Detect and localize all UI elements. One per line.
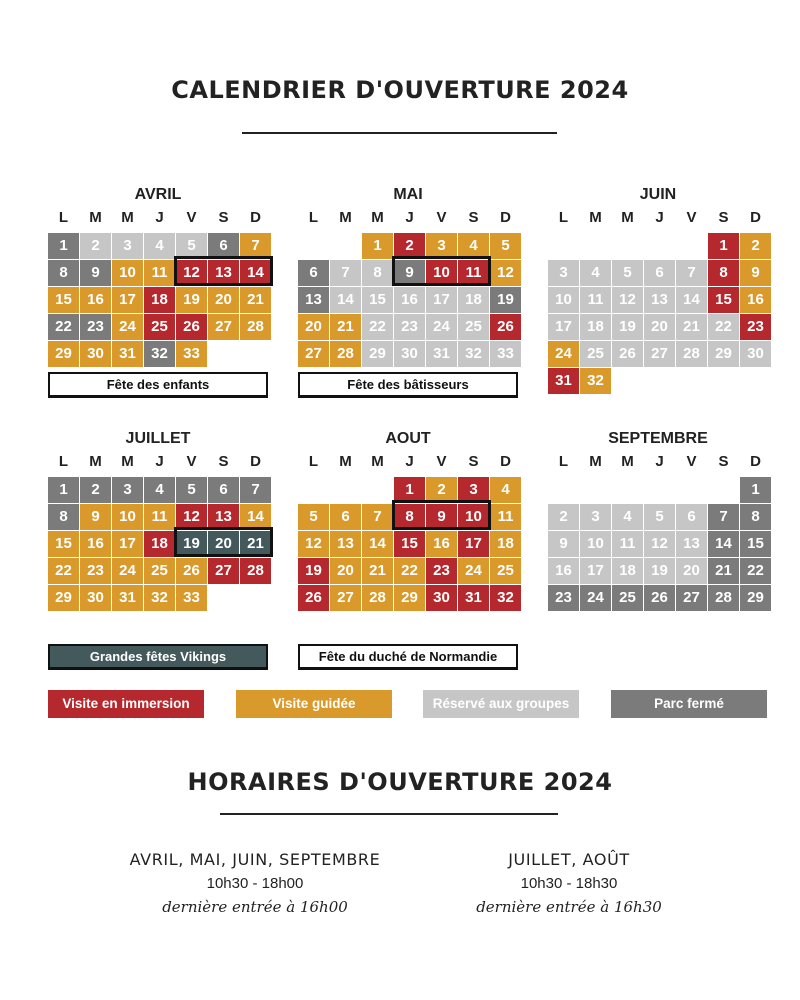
day-cell: 24 [458, 558, 489, 584]
day-cell: 32 [580, 368, 611, 394]
day-cell: 8 [362, 260, 393, 286]
weekday-label: J [405, 209, 414, 226]
day-cell: 25 [612, 585, 643, 611]
day-cell: 31 [112, 585, 143, 611]
day-cell: 25 [144, 558, 175, 584]
day-cell: 2 [80, 477, 111, 503]
day-cell: 9 [426, 504, 457, 530]
weekday-label: J [655, 453, 664, 470]
weekday-label: M [589, 209, 602, 226]
day-cell: 15 [362, 287, 393, 313]
day-cell: 6 [208, 477, 239, 503]
weekday-label: D [750, 209, 761, 226]
day-cell: 29 [48, 341, 79, 367]
day-cell: 20 [208, 531, 239, 557]
weekday-label: S [718, 453, 729, 470]
weekday-label: J [655, 209, 664, 226]
day-cell: 18 [612, 558, 643, 584]
day-cell: 17 [548, 314, 579, 340]
day-cell: 31 [426, 341, 457, 367]
day-cell: 1 [48, 477, 79, 503]
day-cell: 33 [176, 585, 207, 611]
day-cell: 14 [362, 531, 393, 557]
day-cell: 24 [426, 314, 457, 340]
day-cell: 17 [580, 558, 611, 584]
day-cell: 21 [330, 314, 361, 340]
day-cell: 30 [80, 341, 111, 367]
day-cell: 26 [176, 314, 207, 340]
day-cell: 28 [362, 585, 393, 611]
day-cell: 15 [740, 531, 771, 557]
day-cell: 3 [112, 233, 143, 259]
day-cell: 25 [458, 314, 489, 340]
day-cell: 4 [458, 233, 489, 259]
day-cell: 9 [394, 260, 425, 286]
day-cell: 20 [644, 314, 675, 340]
hours-last-entry: dernière entrée à 16h30 [476, 898, 662, 916]
day-cell: 24 [580, 585, 611, 611]
day-cell: 26 [490, 314, 521, 340]
day-cell: 31 [112, 341, 143, 367]
day-cell: 11 [144, 260, 175, 286]
day-cell: 1 [740, 477, 771, 503]
hours-title-divider [220, 813, 558, 815]
day-cell: 1 [48, 233, 79, 259]
month-grid [48, 206, 268, 367]
day-cell: 32 [144, 341, 175, 367]
hours-months: AVRIL, MAI, JUIN, SEPTEMBRE [129, 850, 381, 869]
day-cell: 19 [644, 558, 675, 584]
month-name: SEPTEMBRE [608, 430, 708, 447]
weekday-label: V [686, 209, 697, 226]
day-cell: 26 [644, 585, 675, 611]
day-cell: 3 [580, 504, 611, 530]
weekday-label: M [89, 209, 102, 226]
day-cell: 4 [144, 233, 175, 259]
day-cell: 3 [458, 477, 489, 503]
weekday-label: L [58, 453, 69, 470]
day-cell: 5 [176, 477, 207, 503]
day-cell: 21 [240, 531, 271, 557]
month-name: JUILLET [125, 430, 191, 447]
day-cell: 30 [394, 341, 425, 367]
day-cell: 9 [80, 504, 111, 530]
day-cell: 22 [708, 314, 739, 340]
day-cell: 7 [676, 260, 707, 286]
month-name: JUIN [639, 186, 677, 203]
day-cell: 12 [176, 504, 207, 530]
day-cell: 1 [362, 233, 393, 259]
calendar-title: CALENDRIER D'OUVERTURE 2024 [171, 76, 629, 104]
day-cell: 20 [208, 287, 239, 313]
day-cell: 28 [676, 341, 707, 367]
day-cell: 33 [490, 341, 521, 367]
weekday-label: V [186, 209, 197, 226]
day-cell: 19 [176, 531, 207, 557]
event-fete-des-enfants: Fête des enfants [48, 372, 268, 398]
day-cell: 23 [80, 558, 111, 584]
day-cell: 14 [240, 260, 271, 286]
day-cell: 32 [490, 585, 521, 611]
day-cell: 6 [330, 504, 361, 530]
day-cell: 6 [676, 504, 707, 530]
day-cell: 3 [112, 477, 143, 503]
weekday-label: S [218, 209, 229, 226]
day-cell: 2 [426, 477, 457, 503]
day-cell: 28 [708, 585, 739, 611]
day-cell: 17 [112, 531, 143, 557]
day-cell: 4 [612, 504, 643, 530]
day-cell: 10 [580, 531, 611, 557]
weekday-label: D [250, 209, 261, 226]
weekday-label: M [339, 209, 352, 226]
weekday-label: M [121, 453, 134, 470]
day-cell: 27 [330, 585, 361, 611]
weekday-label: M [371, 209, 384, 226]
day-cell: 14 [676, 287, 707, 313]
day-cell: 23 [740, 314, 771, 340]
day-cell: 10 [548, 287, 579, 313]
hours-title: HORAIRES D'OUVERTURE 2024 [187, 768, 613, 796]
day-cell: 13 [208, 504, 239, 530]
day-cell: 25 [144, 314, 175, 340]
day-cell: 15 [48, 287, 79, 313]
day-cell: 12 [298, 531, 329, 557]
day-cell: 17 [458, 531, 489, 557]
day-cell: 8 [394, 504, 425, 530]
day-cell: 1 [708, 233, 739, 259]
day-cell: 22 [48, 558, 79, 584]
day-cell: 32 [458, 341, 489, 367]
day-cell: 5 [298, 504, 329, 530]
day-cell: 20 [298, 314, 329, 340]
day-cell: 18 [580, 314, 611, 340]
day-cell: 18 [458, 287, 489, 313]
day-cell: 12 [176, 260, 207, 286]
day-cell: 8 [48, 504, 79, 530]
weekday-label: M [621, 209, 634, 226]
day-cell: 2 [80, 233, 111, 259]
day-cell: 7 [240, 233, 271, 259]
weekday-label: S [468, 209, 479, 226]
day-cell: 27 [644, 341, 675, 367]
day-cell: 1 [394, 477, 425, 503]
day-cell: 14 [330, 287, 361, 313]
day-cell: 2 [548, 504, 579, 530]
day-cell: 2 [394, 233, 425, 259]
day-cell: 20 [330, 558, 361, 584]
day-cell: 29 [48, 585, 79, 611]
day-cell: 5 [490, 233, 521, 259]
day-cell: 18 [144, 531, 175, 557]
day-cell: 29 [740, 585, 771, 611]
day-cell: 30 [426, 585, 457, 611]
day-cell: 25 [490, 558, 521, 584]
day-cell: 20 [676, 558, 707, 584]
weekday-label: M [589, 453, 602, 470]
day-cell: 19 [176, 287, 207, 313]
day-cell: 30 [80, 585, 111, 611]
day-cell: 15 [48, 531, 79, 557]
day-cell: 18 [144, 287, 175, 313]
month-avril [48, 184, 268, 367]
month-name: AVRIL [134, 186, 182, 203]
day-cell: 10 [112, 260, 143, 286]
weekday-label: L [308, 453, 319, 470]
day-cell: 27 [208, 558, 239, 584]
day-cell: 30 [740, 341, 771, 367]
day-cell: 8 [48, 260, 79, 286]
day-cell: 13 [208, 260, 239, 286]
day-cell: 23 [548, 585, 579, 611]
day-cell: 11 [612, 531, 643, 557]
day-cell: 26 [298, 585, 329, 611]
weekday-label: L [308, 209, 319, 226]
weekday-label: M [339, 453, 352, 470]
day-cell: 6 [644, 260, 675, 286]
month-septembre [548, 428, 768, 611]
day-cell: 15 [708, 287, 739, 313]
day-cell: 5 [612, 260, 643, 286]
weekday-label: M [89, 453, 102, 470]
day-cell: 16 [548, 558, 579, 584]
hours-months: JUILLET, AOÛT [508, 850, 630, 869]
day-cell: 24 [548, 341, 579, 367]
calendar-title-divider [242, 132, 557, 134]
day-cell: 27 [298, 341, 329, 367]
day-cell: 18 [490, 531, 521, 557]
weekday-label: M [621, 453, 634, 470]
day-cell: 28 [330, 341, 361, 367]
weekday-label: M [371, 453, 384, 470]
day-cell: 11 [144, 504, 175, 530]
day-cell: 8 [708, 260, 739, 286]
event-fete-du-duche: Fête du duché de Normandie [298, 644, 518, 670]
month-name: AOUT [385, 430, 431, 447]
day-cell: 16 [394, 287, 425, 313]
day-cell: 11 [490, 504, 521, 530]
weekday-label: L [58, 209, 69, 226]
hours-last-entry: dernière entrée à 16h00 [162, 898, 348, 916]
day-cell: 13 [330, 531, 361, 557]
month-grid [548, 450, 768, 611]
month-grid [548, 206, 768, 394]
day-cell: 11 [580, 287, 611, 313]
day-cell: 22 [740, 558, 771, 584]
day-cell: 3 [426, 233, 457, 259]
day-cell: 4 [580, 260, 611, 286]
day-cell: 22 [48, 314, 79, 340]
day-cell: 23 [394, 314, 425, 340]
month-grid [298, 206, 518, 367]
day-cell: 32 [144, 585, 175, 611]
day-cell: 22 [394, 558, 425, 584]
day-cell: 23 [80, 314, 111, 340]
day-cell: 19 [490, 287, 521, 313]
day-cell: 9 [740, 260, 771, 286]
day-cell: 6 [208, 233, 239, 259]
day-cell: 5 [176, 233, 207, 259]
legend-parc-ferme: Parc fermé [611, 690, 767, 718]
day-cell: 7 [362, 504, 393, 530]
hours-spring-autumn [105, 850, 405, 916]
day-cell: 15 [394, 531, 425, 557]
day-cell: 13 [298, 287, 329, 313]
legend-visite-guidee: Visite guidée [236, 690, 392, 718]
day-cell: 27 [676, 585, 707, 611]
weekday-label: D [750, 453, 761, 470]
day-cell: 10 [426, 260, 457, 286]
day-cell: 5 [644, 504, 675, 530]
hours-time: 10h30 - 18h30 [520, 875, 618, 892]
day-cell: 9 [80, 260, 111, 286]
day-cell: 12 [612, 287, 643, 313]
weekday-label: M [121, 209, 134, 226]
day-cell: 17 [426, 287, 457, 313]
day-cell: 13 [644, 287, 675, 313]
month-juillet [48, 428, 268, 611]
day-cell: 2 [740, 233, 771, 259]
day-cell: 12 [490, 260, 521, 286]
weekday-label: S [718, 209, 729, 226]
day-cell: 17 [112, 287, 143, 313]
day-cell: 31 [458, 585, 489, 611]
day-cell: 7 [708, 504, 739, 530]
month-name: MAI [393, 186, 423, 203]
day-cell: 29 [394, 585, 425, 611]
day-cell: 22 [362, 314, 393, 340]
legend-reserve-groupes: Réservé aux groupes [423, 690, 579, 718]
legend-visite-immersion: Visite en immersion [48, 690, 204, 718]
weekday-label: L [558, 209, 569, 226]
day-cell: 19 [612, 314, 643, 340]
weekday-label: D [500, 209, 511, 226]
month-grid [48, 450, 268, 611]
weekday-label: J [155, 453, 164, 470]
day-cell: 16 [80, 531, 111, 557]
day-cell: 8 [740, 504, 771, 530]
day-cell: 6 [298, 260, 329, 286]
day-cell: 7 [240, 477, 271, 503]
day-cell: 23 [426, 558, 457, 584]
month-grid [298, 450, 518, 611]
hours-summer [419, 850, 719, 916]
day-cell: 21 [362, 558, 393, 584]
weekday-label: V [186, 453, 197, 470]
day-cell: 29 [362, 341, 393, 367]
day-cell: 13 [676, 531, 707, 557]
weekday-label: D [250, 453, 261, 470]
day-cell: 24 [112, 558, 143, 584]
weekday-label: D [500, 453, 511, 470]
day-cell: 3 [548, 260, 579, 286]
day-cell: 28 [240, 558, 271, 584]
day-cell: 16 [740, 287, 771, 313]
day-cell: 16 [80, 287, 111, 313]
day-cell: 10 [112, 504, 143, 530]
day-cell: 21 [708, 558, 739, 584]
day-cell: 16 [426, 531, 457, 557]
day-cell: 33 [176, 341, 207, 367]
weekday-label: S [468, 453, 479, 470]
day-cell: 26 [612, 341, 643, 367]
day-cell: 31 [548, 368, 579, 394]
event-grandes-fetes-vikings: Grandes fêtes Vikings [48, 644, 268, 670]
month-mai [298, 184, 518, 367]
weekday-label: V [436, 453, 447, 470]
day-cell: 25 [580, 341, 611, 367]
weekday-label: S [218, 453, 229, 470]
weekday-label: V [686, 453, 697, 470]
day-cell: 12 [644, 531, 675, 557]
day-cell: 9 [548, 531, 579, 557]
event-fete-des-batisseurs: Fête des bâtisseurs [298, 372, 518, 398]
month-aout [298, 428, 518, 611]
weekday-label: J [155, 209, 164, 226]
day-cell: 28 [240, 314, 271, 340]
day-cell: 4 [144, 477, 175, 503]
day-cell: 19 [298, 558, 329, 584]
day-cell: 21 [676, 314, 707, 340]
month-juin [548, 184, 768, 394]
day-cell: 24 [112, 314, 143, 340]
day-cell: 7 [330, 260, 361, 286]
hours-time: 10h30 - 18h00 [206, 875, 304, 892]
day-cell: 29 [708, 341, 739, 367]
day-cell: 14 [240, 504, 271, 530]
weekday-label: V [436, 209, 447, 226]
day-cell: 21 [240, 287, 271, 313]
weekday-label: L [558, 453, 569, 470]
day-cell: 10 [458, 504, 489, 530]
day-cell: 27 [208, 314, 239, 340]
weekday-label: J [405, 453, 414, 470]
day-cell: 14 [708, 531, 739, 557]
day-cell: 4 [490, 477, 521, 503]
day-cell: 26 [176, 558, 207, 584]
day-cell: 11 [458, 260, 489, 286]
